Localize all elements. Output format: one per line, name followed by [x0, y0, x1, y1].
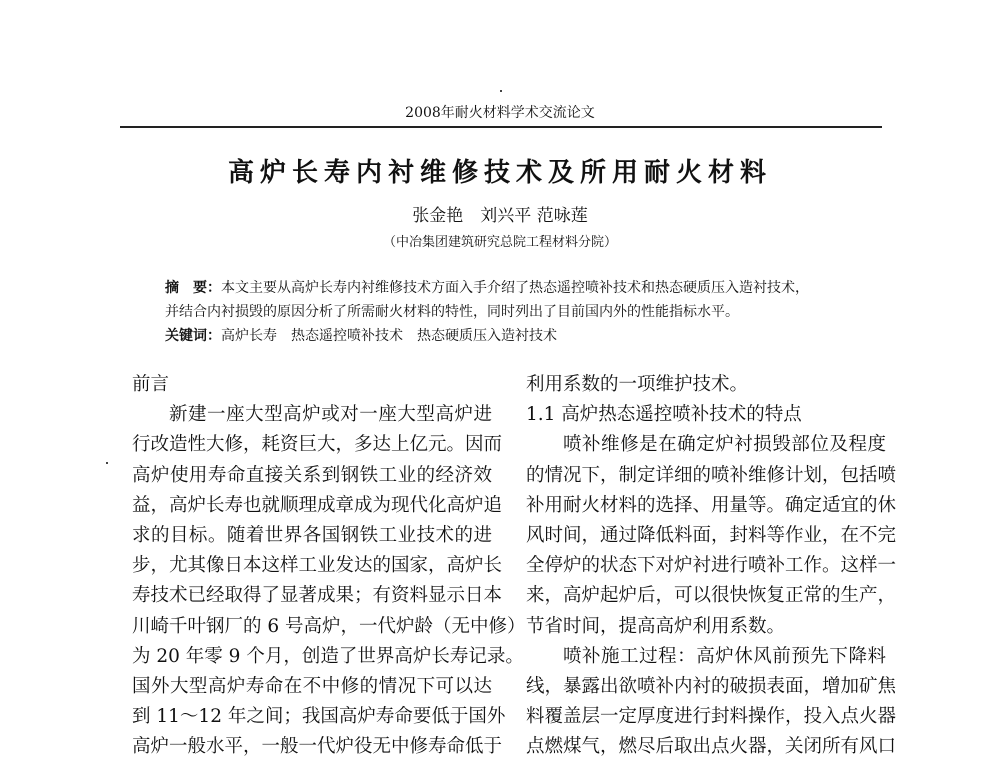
body-line: 求的目标。随着世界各国钢铁工业技术的进 — [132, 524, 492, 546]
keywords-text: 高炉长寿 热态遥控喷补技术 热态硬质压入造衬技术 — [221, 328, 557, 344]
body-line: 节省时间，提高高炉利用系数。 — [526, 615, 786, 637]
right-column — [526, 370, 897, 762]
body-line: 川崎千叶钢厂的 6 号高炉，一代炉龄（无中修） — [132, 615, 526, 637]
body-line: 高炉一般水平，一般一代炉役无中修寿命低于 — [132, 736, 503, 758]
abstract-line: 并结合内衬损毁的原因分析了所需耐火材料的特性，同时列出了目前国内外的性能指标水平。 — [165, 304, 739, 320]
body-line: 为 20 年零 9 个月，创造了世界高炉长寿记录。 — [132, 645, 524, 667]
body-line: 来，高炉起炉后，可以很快恢复正常的生产， — [526, 585, 897, 607]
body-line: 利用系数的一项维护技术。 — [526, 374, 749, 395]
scan-speck — [106, 462, 108, 464]
body-line: 料覆盖层一定厚度进行封料操作，投入点火器 — [526, 706, 897, 728]
keywords-label: 关键词： — [165, 328, 221, 344]
body-line: 新建一座大型高炉或对一座大型高炉进 — [169, 404, 492, 426]
body-line: 全停炉的状态下对炉衬进行喷补工作。这样一 — [526, 555, 897, 577]
body-line: 寿技术已经取得了显著成果；有资料显示日本 — [132, 585, 503, 607]
body-line: 步，尤其像日本这样工业发达的国家，高炉长 — [132, 555, 503, 577]
body-line: 到 11～12 年之间；我国高炉寿命要低于国外 — [132, 706, 506, 728]
body-line: 喷补维修是在确定炉衬损毁部位及程度 — [563, 434, 886, 456]
body-line: 益，高炉长寿也就顺理成章成为现代化高炉追 — [132, 494, 503, 516]
abstract-line — [165, 277, 885, 297]
abstract-text: 本文主要从高炉长寿内衬维修技术方面入手介绍了热态遥控喷补技术和热态硬质压入造衬技术， — [221, 280, 809, 296]
section-heading: 前言 — [132, 374, 170, 395]
scan-speck — [500, 90, 502, 92]
paper-title: 高炉长寿内衬维修技术及所用耐火材料 — [227, 158, 772, 188]
body-line: 补用耐火材料的选择、用量等。确定适宜的休 — [526, 494, 897, 516]
affiliation: （中冶集团建筑研究总院工程材料分院） — [382, 235, 617, 250]
body-line: 高炉使用寿命直接关系到钢铁工业的经济效 — [132, 464, 492, 486]
left-column — [132, 370, 526, 762]
running-head: 2008年耐火材料学术交流论文 — [405, 105, 595, 121]
body-line: 国外大型高炉寿命在不中修的情况下可以达 — [132, 675, 492, 697]
header-rule — [120, 126, 882, 128]
body-line: 的情况下，制定详细的喷补维修计划，包括喷 — [526, 464, 897, 486]
body-line: 点燃煤气，燃尽后取出点火器，关闭所有风口 — [526, 736, 897, 758]
body-line: 行改造性大修，耗资巨大，多达上亿元。因而 — [132, 434, 503, 456]
body-line: 风时间，通过降低料面，封料等作业，在不完 — [526, 524, 897, 546]
subsection-heading: 1.1 高炉热态遥控喷补技术的特点 — [526, 404, 802, 426]
body-line: 喷补施工过程：高炉休风前预先下降料 — [563, 645, 886, 667]
body-line: 线，暴露出欲喷补内衬的破损表面，增加矿焦 — [526, 675, 897, 697]
authors: 张金艳 刘兴平 范咏莲 — [412, 206, 588, 226]
keywords-line — [165, 325, 885, 345]
abstract-label: 摘 要： — [165, 280, 221, 296]
